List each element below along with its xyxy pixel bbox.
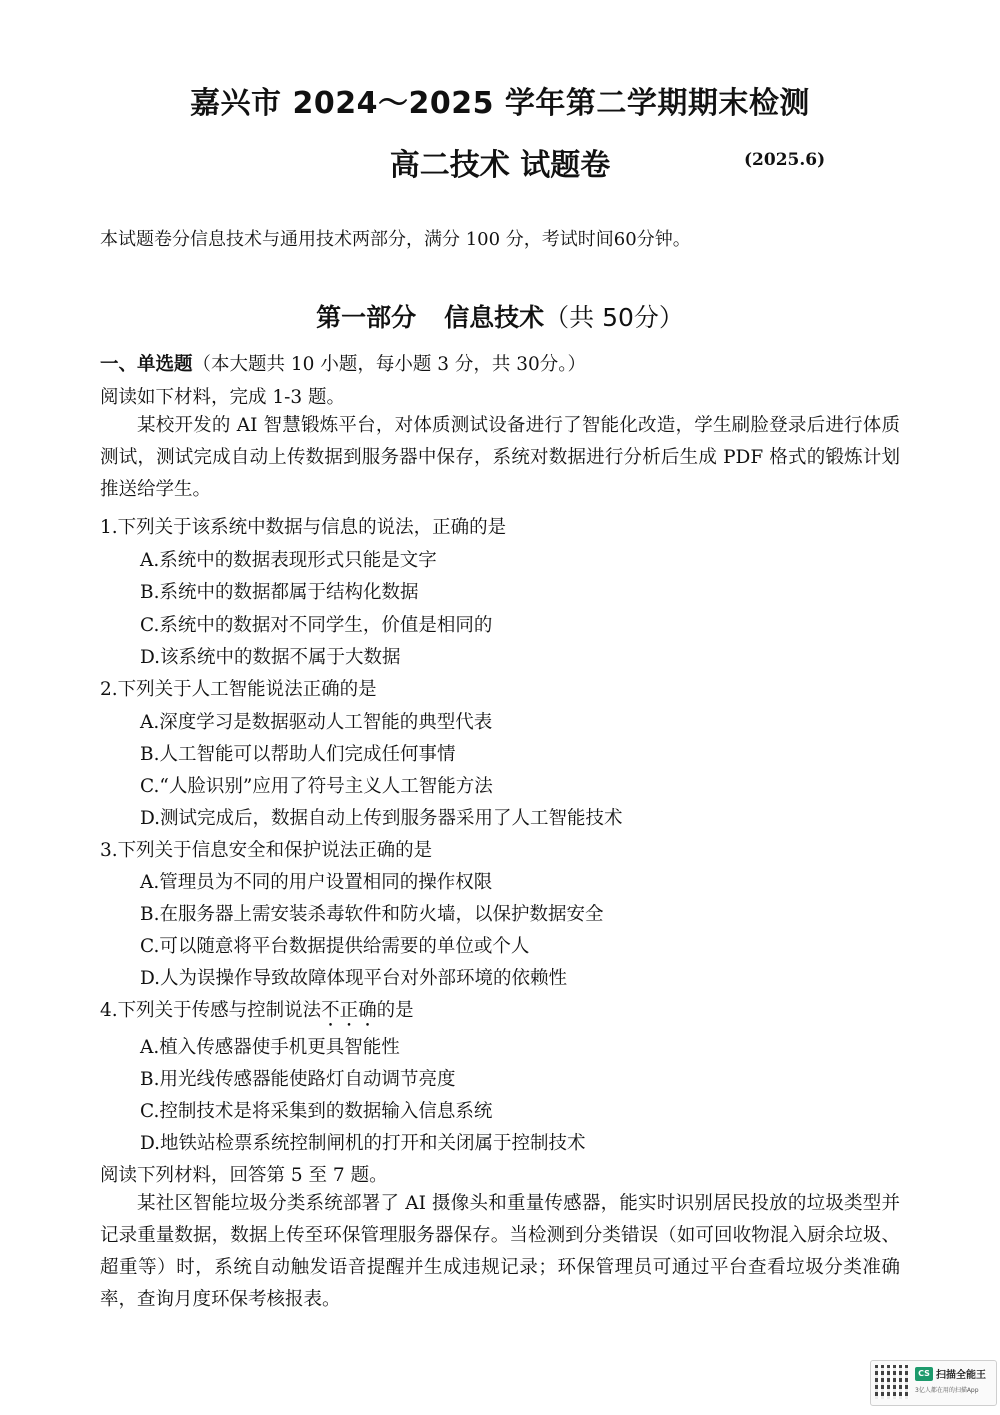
option: B.系统中的数据都属于结构化数据 [140, 582, 419, 603]
option: A.植入传感器使手机更具智能性 [140, 1037, 400, 1058]
exam-date: (2025.6) [744, 150, 826, 170]
option: A.系统中的数据表现形式只能是文字 [140, 550, 437, 571]
option: C.系统中的数据对不同学生，价值是相同的 [140, 615, 493, 636]
exam-intro: 本试题卷分信息技术与通用技术两部分，满分 100 分，考试时间60分钟。 [100, 229, 691, 250]
option: C.“人脸识别”应用了符号主义人工智能方法 [140, 776, 493, 797]
question-stem: 3.下列关于信息安全和保护说法正确的是 [100, 840, 433, 861]
scanner-tagline: 3亿人都在用的扫描App [915, 1387, 979, 1394]
option: B.用光线传感器能使路灯自动调节亮度 [140, 1069, 456, 1090]
question-stem-text: 4.下列关于传感与控制说法 [100, 1000, 322, 1021]
question-stem-emphasis: 不正确 [321, 1000, 377, 1021]
material-text: 某社区智能垃圾分类系统部署了 AI 摄像头和重量传感器，能实时识别居民投放的垃圾类型并记录重量数据，数据上传至环保管理服务器保存。当检测到分类错误（如可回收物混入厨余垃圾、超重等）时，系统自动触发语音提醒并生成违规记录；环保管理员可通过平台查看垃圾分类准确率，查询月度环保考核报表。 [100, 1193, 900, 1310]
option: A.深度学习是数据驱动人工智能的典型代表 [140, 712, 493, 733]
exam-subtitle: 高二技术 试题卷 [389, 148, 611, 183]
question-stem: 1.下列关于该系统中数据与信息的说法，正确的是 [100, 517, 507, 538]
scanner-logo: CS [915, 1367, 933, 1381]
scanner-name: 扫描全能王 [936, 1370, 986, 1381]
exam-title: 嘉兴市 2024～2025 学年第二学期期末检测 [190, 86, 810, 121]
material-lead: 阅读如下材料，完成 1-3 题。 [100, 387, 346, 408]
part-name: 信息技术 [444, 303, 545, 332]
part-score: （共 50分） [544, 303, 684, 332]
option: B.在服务器上需安装杀毒软件和防火墙，以保护数据安全 [140, 904, 604, 925]
option: D.地铁站检票系统控制闸机的打开和关闭属于控制技术 [140, 1133, 586, 1154]
section-title: 一、单选题 [100, 354, 193, 375]
option: D.人为误操作导致故障体现平台对外部环境的依赖性 [140, 968, 568, 989]
question-stem: 2.下列关于人工智能说法正确的是 [100, 679, 377, 700]
option: D.该系统中的数据不属于大数据 [140, 647, 401, 668]
option: A.管理员为不同的用户设置相同的操作权限 [140, 872, 493, 893]
question-stem-text: 的是 [376, 1000, 414, 1021]
section-note: （本大题共 10 小题，每小题 3 分，共 30分。） [192, 354, 587, 375]
option: D.测试完成后，数据自动上传到服务器采用了人工智能技术 [140, 808, 623, 829]
section-heading [100, 350, 586, 376]
option: B.人工智能可以帮助人们完成任何事情 [140, 744, 456, 765]
part-title: 第一部分 [316, 303, 417, 332]
option: C.可以随意将平台数据提供给需要的单位或个人 [140, 936, 530, 957]
option: C.控制技术是将采集到的数据输入信息系统 [140, 1101, 493, 1122]
material-lead: 阅读下列材料，回答第 5 至 7 题。 [100, 1165, 388, 1186]
qr-code-icon [875, 1365, 909, 1399]
question-stem [100, 996, 414, 1031]
part-heading [0, 298, 1000, 334]
material-text: 某校开发的 AI 智慧锻炼平台，对体质测试设备进行了智能化改造，学生刷脸登录后进行体质测试，测试完成自动上传数据到服务器中保存，系统对数据进行分析后生成 PDF 格式的锻炼计划推送给学生。 [100, 415, 900, 500]
scanner-watermark [870, 1360, 997, 1406]
